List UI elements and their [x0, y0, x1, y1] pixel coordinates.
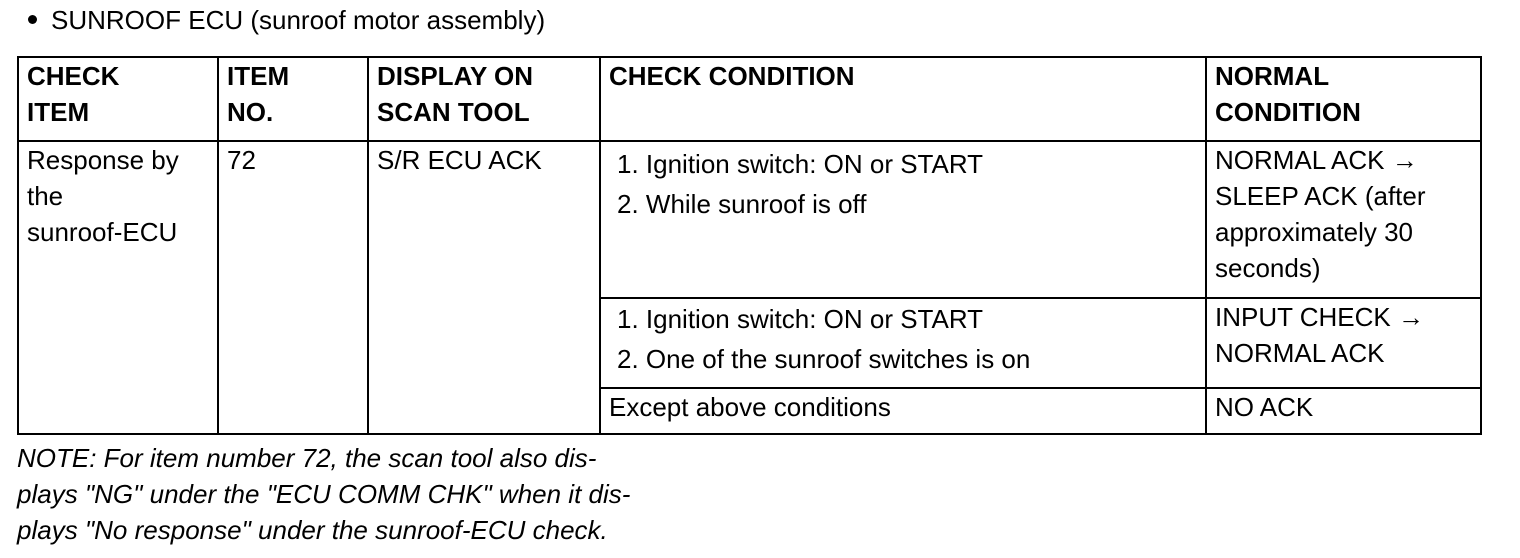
section-heading [28, 4, 545, 36]
condition-line: 1. Ignition switch: ON or START [617, 304, 984, 334]
table-row [18, 141, 1481, 298]
condition-line: 2. One of the sunroof switches is on [617, 344, 1031, 374]
note-line: plays "No response" under the sunroof-ECU check. [17, 515, 608, 545]
condition-line: 1. Ignition switch: ON or START [617, 149, 984, 179]
header-normal-condition: NORMAL CONDITION [1206, 57, 1481, 141]
bullet-icon [28, 15, 37, 24]
cell-check-condition [600, 298, 1206, 388]
note-line: NOTE: For item number 72, the scan tool also dis- [17, 443, 597, 473]
header-display-on-scan-tool: DISPLAY ON SCAN TOOL [368, 57, 600, 141]
header-item-no: ITEM NO. [218, 57, 368, 141]
cell-normal-condition: NORMAL ACK → SLEEP ACK (after approximately 30 seconds) [1206, 141, 1481, 298]
diagnostic-table [17, 56, 1482, 435]
cell-check-condition: Except above conditions [600, 388, 1206, 434]
table-header-row [18, 57, 1481, 141]
header-check-item: CHECK ITEM [18, 57, 218, 141]
cell-normal-condition: NO ACK [1206, 388, 1481, 434]
cell-check-item: Response by the sunroof-ECU [18, 141, 218, 434]
note-line: plays "NG" under the "ECU COMM CHK" when it dis- [17, 479, 631, 509]
cell-item-no: 72 [218, 141, 368, 434]
section-heading-text: SUNROOF ECU (sunroof motor assembly) [51, 5, 546, 35]
cell-display: S/R ECU ACK [368, 141, 600, 434]
note-text [17, 440, 737, 548]
cell-check-condition [600, 141, 1206, 298]
cell-normal-condition: INPUT CHECK → NORMAL ACK [1206, 298, 1481, 388]
header-check-condition: CHECK CONDITION [600, 57, 1206, 141]
condition-line: 2. While sunroof is off [617, 189, 867, 219]
